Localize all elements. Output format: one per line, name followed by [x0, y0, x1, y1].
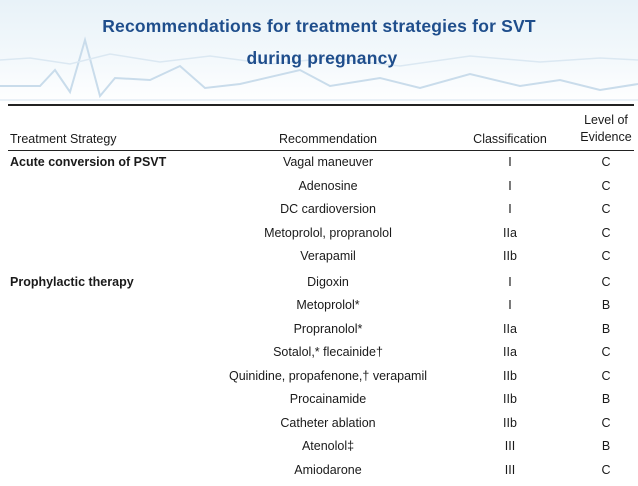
- evidence-level-cell: C: [601, 274, 611, 289]
- table-row: [8, 344, 634, 368]
- evidence-level-cell: C: [601, 462, 611, 477]
- recommendation-cell: Metoprolol*: [296, 298, 360, 312]
- table-row: [8, 178, 634, 202]
- evidence-level-cell: C: [601, 415, 611, 430]
- classification-cell: I: [508, 298, 512, 312]
- table-row: [8, 225, 634, 249]
- classification-cell: IIb: [503, 368, 517, 383]
- table-row: [8, 297, 634, 321]
- header-recommendation: Recommendation: [279, 132, 377, 146]
- slide-header: [0, 0, 638, 104]
- table-row: [8, 321, 634, 345]
- classification-cell: I: [508, 202, 512, 216]
- evidence-level-cell: C: [601, 202, 611, 216]
- table-row: [8, 415, 634, 439]
- header-treatment-strategy: Treatment Strategy: [10, 132, 117, 146]
- classification-cell: III: [504, 439, 516, 453]
- recommendation-cell: Digoxin: [307, 274, 349, 289]
- recommendation-cell: Procainamide: [289, 392, 367, 406]
- evidence-level-cell: C: [601, 225, 611, 240]
- classification-cell: IIa: [503, 321, 517, 336]
- strategy-cell: Prophylactic therapy: [10, 274, 134, 289]
- classification-cell: III: [504, 462, 516, 477]
- table-row: [8, 154, 634, 178]
- table-row: [8, 368, 634, 392]
- table-row: [8, 438, 634, 462]
- evidence-level-cell: C: [601, 178, 611, 193]
- evidence-level-cell: B: [601, 321, 611, 336]
- header-level-line1: Level of: [584, 113, 628, 127]
- strategy-cell: Acute conversion of PSVT: [10, 155, 167, 169]
- classification-cell: I: [508, 155, 512, 169]
- classification-cell: IIb: [503, 392, 517, 406]
- recommendation-cell: DC cardioversion: [280, 202, 376, 216]
- classification-cell: I: [508, 178, 512, 193]
- slide-title-line2: during pregnancy: [246, 48, 398, 68]
- recommendation-cell: Adenosine: [298, 178, 358, 193]
- table-row: [8, 391, 634, 415]
- slide-title-line1: Recommendations for treatment strategies for SVT: [102, 16, 536, 36]
- evidence-level-cell: C: [601, 345, 611, 359]
- evidence-level-cell: C: [601, 368, 611, 383]
- recommendation-cell: Metoprolol, propranolol: [264, 225, 392, 240]
- classification-cell: IIa: [503, 345, 517, 359]
- classification-cell: IIa: [503, 225, 517, 240]
- recommendation-cell: Quinidine, propafenone,† verapamil: [228, 368, 428, 383]
- table-row: [8, 274, 634, 298]
- table-row: [8, 248, 634, 272]
- evidence-level-cell: C: [601, 155, 611, 169]
- recommendation-cell: Atenolol‡: [301, 439, 355, 453]
- recommendation-cell: Amiodarone: [294, 462, 362, 477]
- table-top-rule: [8, 104, 634, 106]
- table-row: [8, 201, 634, 225]
- recommendation-cell: Sotalol,* flecainide†: [273, 345, 383, 359]
- evidence-level-cell: B: [601, 298, 611, 312]
- classification-cell: IIb: [503, 249, 517, 263]
- header-classification: Classification: [473, 132, 547, 146]
- recommendations-table: [8, 104, 634, 479]
- recommendation-cell: Verapamil: [300, 249, 356, 263]
- table-header-rule: [8, 150, 634, 151]
- classification-cell: I: [508, 274, 512, 289]
- recommendation-cell: Catheter ablation: [280, 415, 376, 430]
- table-row: [8, 462, 634, 486]
- evidence-level-cell: B: [601, 392, 611, 406]
- evidence-level-cell: C: [601, 249, 611, 263]
- evidence-level-cell: B: [601, 439, 611, 453]
- classification-cell: IIb: [503, 415, 517, 430]
- header-level-line2: Evidence: [580, 130, 632, 144]
- recommendation-cell: Propranolol*: [293, 321, 363, 336]
- recommendation-cell: Vagal maneuver: [282, 155, 374, 169]
